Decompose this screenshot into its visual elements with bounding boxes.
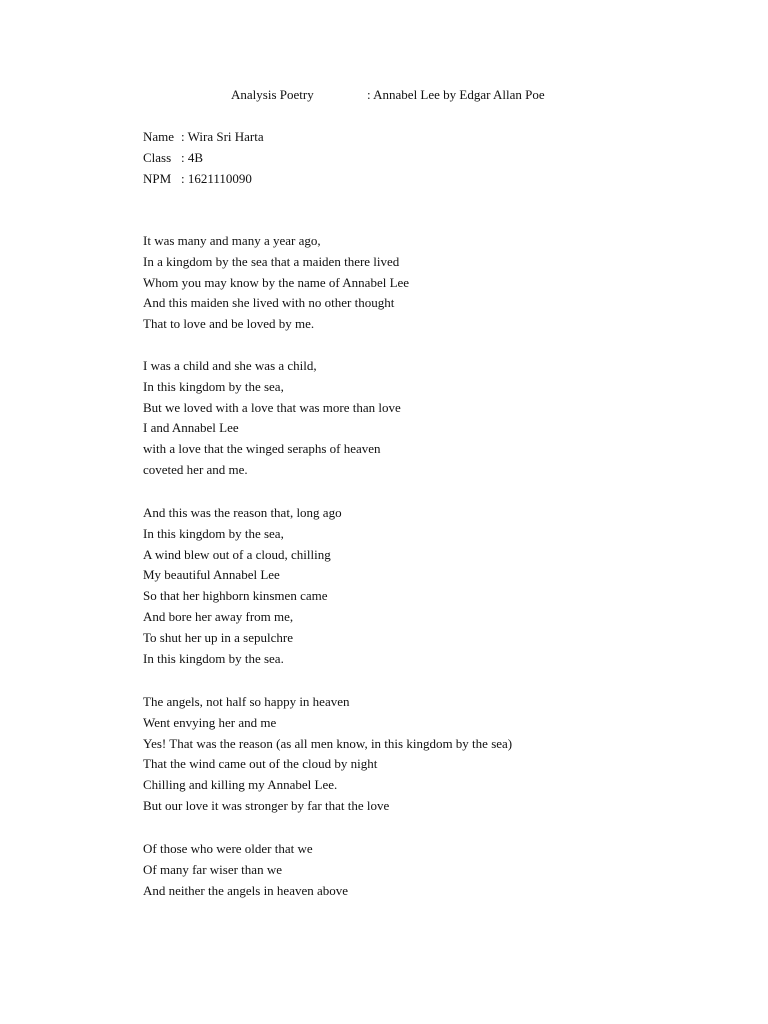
poem-line: But our love it was stronger by far that the love [143, 797, 390, 813]
poem-line: In this kingdom by the sea, [143, 378, 284, 394]
poem-line: Chilling and killing my Annabel Lee. [143, 777, 338, 793]
poem-line: In this kingdom by the sea, [143, 525, 284, 541]
poem-line: In a kingdom by the sea that a maiden there lived [143, 253, 400, 269]
poem-line: Of many far wiser than we [143, 861, 282, 877]
meta-row-npm [143, 168, 264, 189]
stanza-4 [143, 692, 512, 817]
meta-row-name [143, 126, 264, 147]
poem-line: The angels, not half so happy in heaven [143, 694, 350, 709]
poem-line: That to love and be loved by me. [143, 316, 315, 332]
poem-line: with a love that the winged seraphs of heaven [143, 441, 381, 457]
poem-line: A wind blew out of a cloud, chilling [143, 546, 331, 562]
document-title [0, 86, 768, 104]
poem-line: I and Annabel Lee [143, 420, 239, 436]
poem-line: Of those who were older that we [143, 841, 313, 856]
poem-line: Yes! That was the reason (as all men know, in this kingdom by the sea) [143, 735, 513, 751]
poem-line: That the wind came out of the cloud by night [143, 756, 378, 772]
meta-value: : Wira Sri Harta [181, 129, 264, 144]
poem-line: But we loved with a love that was more than love [143, 399, 401, 415]
meta-label: Name [143, 129, 175, 144]
meta-label: NPM [143, 171, 172, 186]
meta-label: Class [143, 150, 172, 165]
stanza-2 [143, 356, 401, 481]
poem-line: coveted her and me. [143, 461, 248, 477]
poem-line: And this maiden she lived with no other thought [143, 295, 395, 311]
stanza-5 [143, 839, 348, 901]
student-info [143, 126, 264, 189]
poem-line: And bore her away from me, [143, 608, 294, 624]
meta-value: : 4B [181, 150, 204, 165]
poem-line: In this kingdom by the sea. [143, 650, 284, 666]
meta-value: : 1621110090 [181, 171, 252, 186]
poem-line: And neither the angels in heaven above [143, 882, 349, 898]
poem-line: I was a child and she was a child, [143, 358, 317, 373]
stanza-1 [143, 231, 409, 335]
poem-line: So that her highborn kinsmen came [143, 588, 328, 604]
title-right: : Annabel Lee by Edgar Allan Poe [367, 87, 545, 102]
poem-line: It was many and many a year ago, [143, 233, 321, 248]
poem-line: My beautiful Annabel Lee [143, 567, 280, 583]
meta-row-class [143, 147, 264, 168]
poem-line: Whom you may know by the name of Annabel Lee [143, 274, 410, 290]
poem-line: And this was the reason that, long ago [143, 505, 342, 520]
title-left: Analysis Poetry [231, 87, 314, 102]
stanza-3 [143, 503, 342, 669]
poem-line: Went envying her and me [143, 714, 277, 730]
poem-line: To shut her up in a sepulchre [143, 629, 293, 645]
